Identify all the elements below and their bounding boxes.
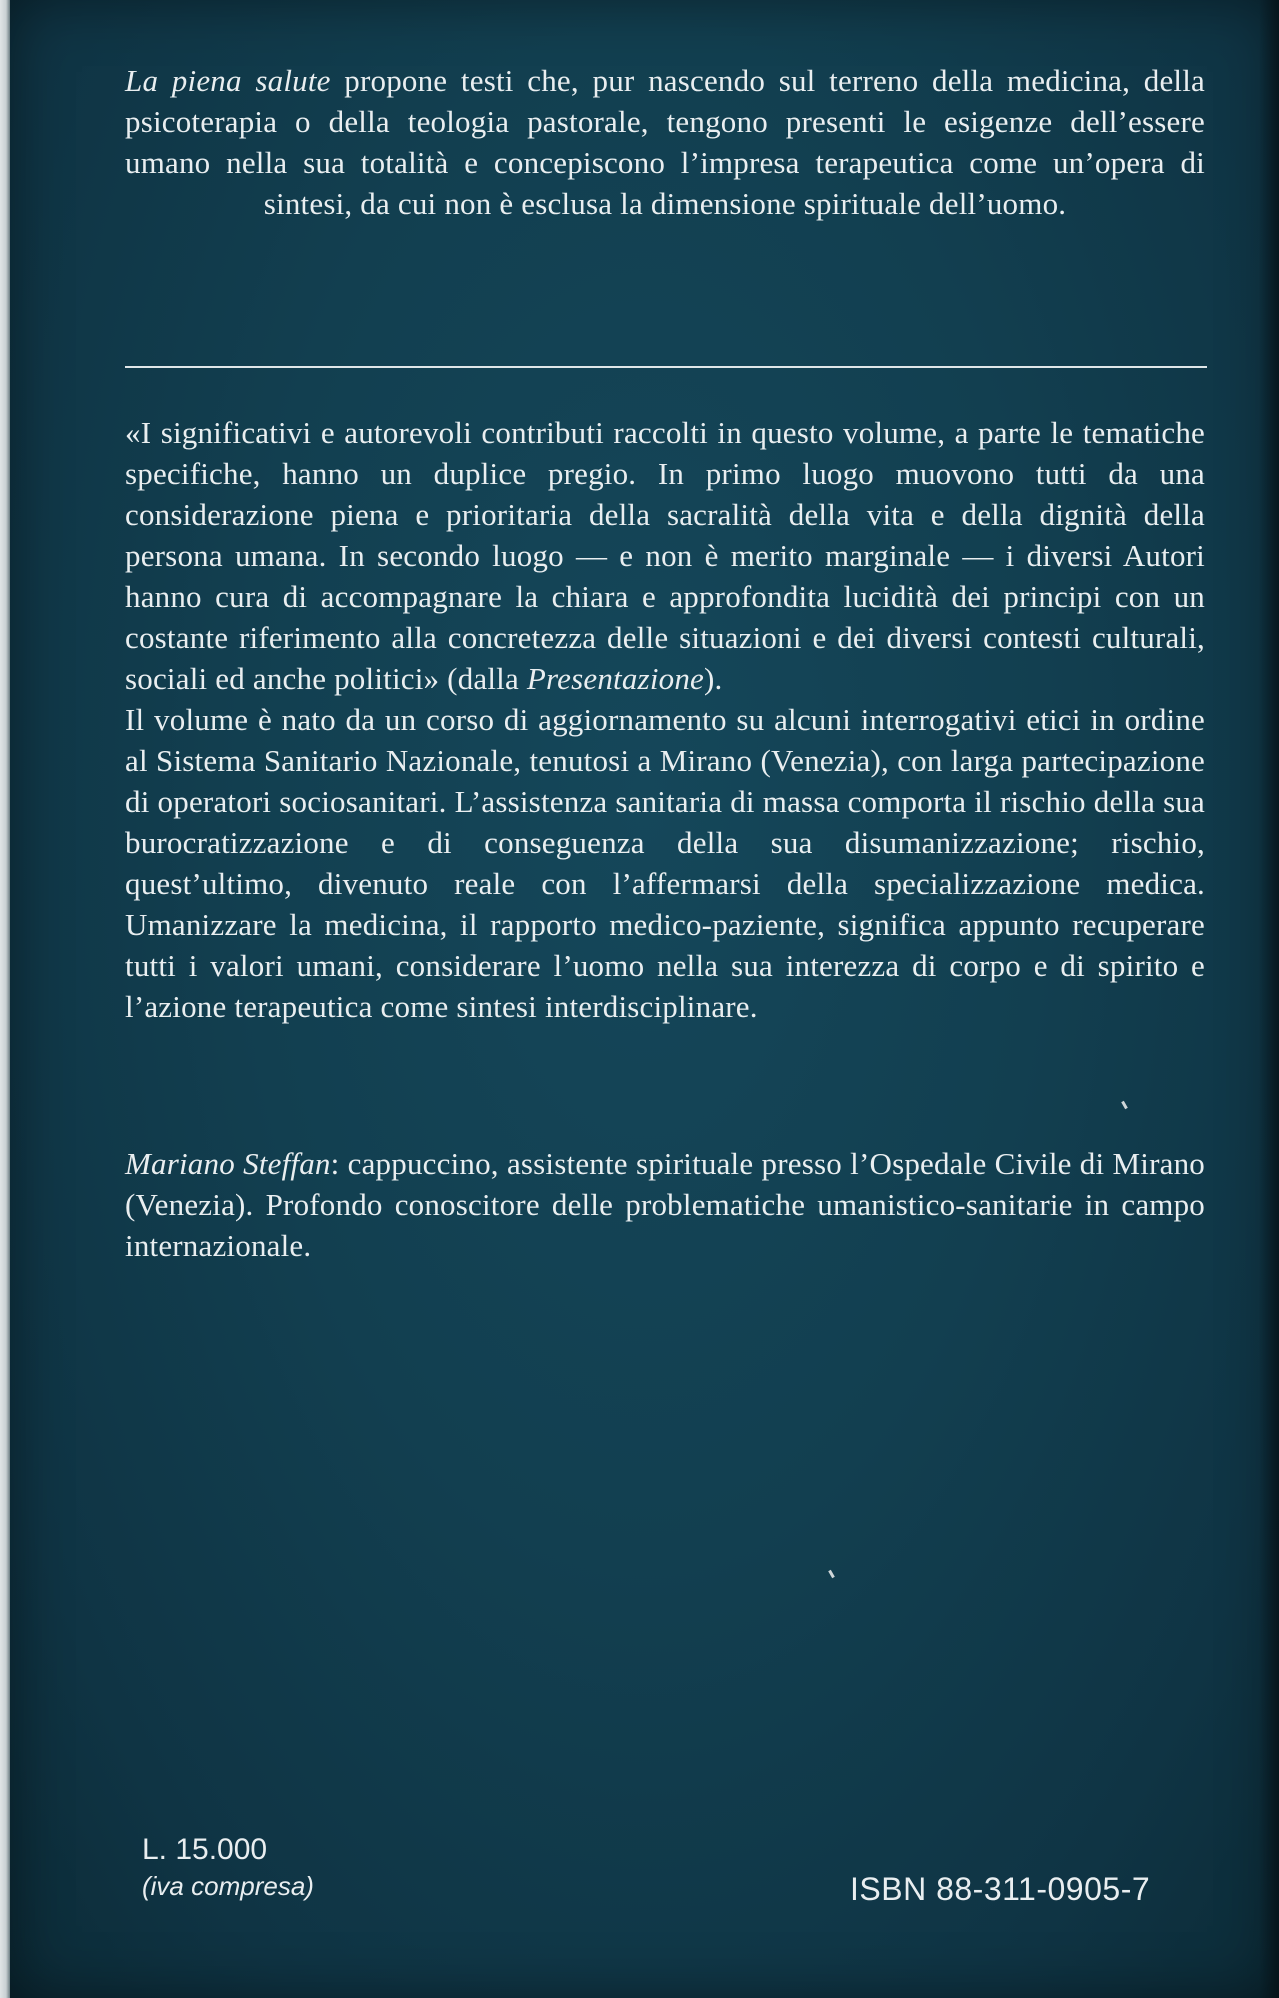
author-name: Mariano Steffan [125,1146,331,1181]
blurb [125,412,1205,1027]
presentation-quote [125,412,1205,699]
divider-rule [125,366,1207,368]
author-bio [125,1143,1205,1266]
author-bio-text: : cappuccino, assistente spirituale presso l’Ospedale Civile di Mirano (Venezia). Profondo conoscitore delle problematiche umanistico-sanitarie in campo internazionale. [125,1146,1205,1263]
series-title: La piena salute [125,63,331,98]
series-intro-text: propone testi che, pur nascendo sul terreno della medicina, della psicoterapia o della teologia pastorale, tengono presenti le esigenze dell’essere umano nella sua totalità e concepiscono l’impresa terapeutica come un’opera di sintesi, da cui non è esclusa la dimensione spirituale dell’uomo. [125,63,1205,221]
volume-description: Il volume è nato da un corso di aggiornamento su alcuni interrogativi etici in ordine al Sistema Sanitario Nazionale, tenutosi a Mirano (Venezia), con larga partecipazione di operatori sociosanitari. L’assistenza sanitaria di massa comporta il rischio della sua burocratizzazione e di conseguenza della sua disumanizzazione; rischio, quest’ultimo, divenuto reale con l’affermarsi della specializzazione medica. Umanizzare la medicina, il rapporto medico-paziente, significa appunto recuperare tutti i valori umani, considerare l’uomo nella sua interezza di corpo e di spirito e l’azione terapeutica come sintesi interdisciplinare. [125,702,1205,1024]
dust-speck [1121,1101,1128,1109]
cover-shadow-edge [1259,0,1279,1998]
series-intro [125,60,1205,224]
price-block [142,1832,314,1904]
isbn-code: ISBN 88-311-0905-7 [850,1871,1151,1907]
quote-end: ). [704,661,723,696]
price-note: (iva compresa) [142,1871,314,1901]
book-back-cover [10,0,1279,1998]
price-amount: L. 15.000 [142,1833,268,1866]
dust-speck [828,1570,835,1578]
quote-text: «I significativi e autorevoli contributi raccolti in questo volume, a parte le tematiche specifiche, hanno un duplice pregio. In primo luogo muovono tutti da una considerazione piena e prioritaria della sacralità della vita e della dignità della persona umana. In secondo luogo — e non è merito marginale — i diversi Autori hanno cura di accompagnare la chiara e approfondita lucidità dei principi con un costante riferimento alla concretezza delle situazioni e dei diversi contesti culturali, sociali ed anche politici» (dalla [125,415,1205,696]
quote-source: Presentazione [526,661,704,696]
